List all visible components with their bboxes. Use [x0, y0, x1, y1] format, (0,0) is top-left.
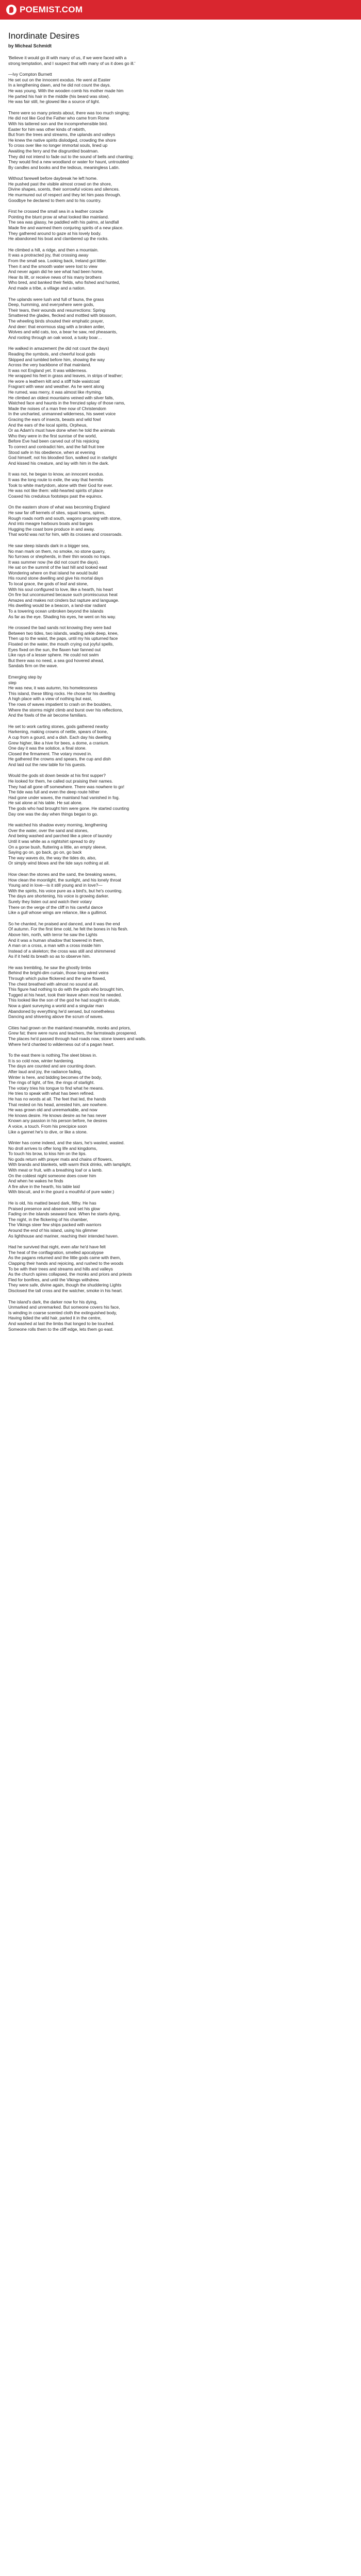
poem-line: Winter has come indeed, and the stars, he's wasted, wasted. [8, 1140, 125, 1146]
poem-line: Of autumn. For the first time cold, he felt the bones in his flesh. [8, 926, 128, 932]
poem-line: And it was a human shadow that towered in them, [8, 937, 104, 943]
poem-line: No furrows or shepherds, in their thin woods no traps. [8, 554, 111, 560]
stanza [8, 965, 353, 1020]
poem-line: He wore a leathern kilt and a stiff hide waistcoat [8, 378, 100, 384]
poem-line: Now a giant surveying a world and a singular man [8, 1003, 104, 1009]
poem-line: It was not England yet. It was wilderness. [8, 367, 88, 373]
logo-icon [6, 5, 17, 15]
poem-line: He looked for them, he called out praising their names. [8, 778, 113, 784]
poem-line: To touch his brow, to kiss him on the lips. [8, 1151, 87, 1157]
poem-line: Young and in love—is it still young and in love?— [8, 883, 103, 888]
stanza [8, 822, 353, 866]
poem-line: He saw steep islands dark in a bigger sea, [8, 543, 90, 548]
stanza [8, 72, 353, 105]
poem-line: Around the end of his island, using his glimmer [8, 1228, 98, 1233]
stanza [8, 55, 353, 66]
poem-line: How clean the moonlight, the sunlight, and his lonely throat [8, 877, 121, 883]
poem-line: He knows desire. He knows desire as he has never [8, 1112, 107, 1118]
poem-line: He tries to speak with what has been refined. [8, 1091, 95, 1096]
poem-line: And kissed his creature, and lay with him in the dark. [8, 460, 109, 466]
poem-line: With biscuit, and in the gourd a mouthful of pure water.) [8, 1189, 114, 1195]
poem-line: He was fair still, he glowed like a source of light. [8, 99, 100, 105]
poem-line: The rings of light, of fire, the rings of starlight. [8, 1080, 95, 1086]
poem-line: As if it held its breath so as to observe him. [8, 954, 91, 959]
poem-line: This island, these tilting rocks. He chose for his dwelling [8, 690, 116, 696]
poem-line: It was not, he began to know, an innocent exodus. [8, 471, 104, 477]
poem-line: Stood safe in his obedience, when at evening [8, 449, 95, 455]
poem-line: Had gone under waves, the mainland had vanished in fog. [8, 794, 120, 800]
poem-line: No man mark on them, no smoke, no stone quarry, [8, 548, 106, 554]
poem-line: With his tattered son and the incomprehensible bird. [8, 121, 108, 126]
poem-line: Where he'd chanted to wilderness out of a pagan heart. [8, 1041, 114, 1047]
poem-line: No droll arrives to offer long life and kingdoms, [8, 1145, 97, 1151]
poem-line: On a gorse bush, fluttering a little, an empty sleeve, [8, 844, 107, 850]
site-header [0, 0, 361, 20]
poem-line: He walked in amazement (he did not count the days) [8, 346, 109, 351]
poem-line: The chest breathed with almost no sound at all. [8, 981, 99, 987]
poem-line: Unmarked and unremarked. But someone covers his face, [8, 1304, 120, 1310]
stanza [8, 543, 353, 619]
stanza [8, 471, 353, 499]
poem-line: He sat on the summit of the last hill and looked east [8, 565, 107, 570]
poem-line: The sea was glassy, he paddled with his palms, at landfall [8, 219, 119, 225]
poem-line: The heat of the conflagration, smelled apocalypse [8, 1249, 104, 1255]
poem-line: They were safe, divine again, though the shuddering Lights [8, 1282, 122, 1288]
poem-line: The gods who had brought him were gone. He started counting [8, 806, 129, 811]
poem-line: To a towering ocean unbroken beyond the islands [8, 608, 104, 614]
poem-line: Saying go on, go back, go on, go back [8, 850, 82, 855]
poem-line: This figure had nothing to do with the gods who brought him, [8, 987, 124, 992]
poem-line: He is old, his matted beard dark, filthy. He has [8, 1200, 96, 1206]
stanza [8, 1140, 353, 1195]
poem-line: There were so many priests about, there was too much singing; [8, 110, 130, 115]
poem-line: He climbed an oldest mountains veined with silver falls, [8, 395, 114, 400]
poem-line: From the small sea. Looking back, Ireland got littler. [8, 258, 107, 263]
stanza [8, 724, 353, 768]
poem-line: Tugged at his heart, took their leave when most he needed. [8, 992, 122, 997]
poem-line: Wondering where on that island he would build [8, 570, 98, 575]
poem-line: Behind the bright-dim curtain, those long wired veins [8, 970, 109, 976]
stanza [8, 1299, 353, 1332]
poem-line: Dancing and shivering above the scrum of waves. [8, 1014, 104, 1020]
poem-line: He did not like God the Father who came from Rome [8, 115, 109, 121]
stanza [8, 674, 353, 718]
poem-line: Someone rolls them to the cliff edge, lets them go east. [8, 1326, 114, 1332]
poem-line: Grew fat; there were nuns and teachers, the farmsteads prospered. [8, 1030, 137, 1036]
stanza [8, 1053, 353, 1134]
poem-line: Then up to the waist, the paps, until my his upturned face [8, 636, 118, 641]
poem-line: Without farewell before daybreak he left home. [8, 176, 98, 181]
poem-line: Before Eve had been carved out of his rejoicing [8, 438, 99, 444]
poem-line: With the spirits, his voice pure as a bird's, but he's counting. [8, 888, 123, 893]
poem-line: Hugging the coast bore produce in and away. [8, 526, 95, 532]
poem-line: Is winding in coarse scented cloth the extinguished body, [8, 1310, 117, 1315]
poem-line: Surely they listen out and watch their votary [8, 899, 92, 904]
poem-line: By candles and books and the tedious, meaningless Latin. [8, 164, 120, 170]
poem-line: And washed at last the limbs that longed to be touched. [8, 1320, 114, 1326]
poem-line: It is so cold now, winter hardening. [8, 1058, 75, 1063]
poem-line: He murmured out of respect and they let him pass through. [8, 192, 121, 198]
poem-line: They gathered around to gaze at his lovely body. [8, 230, 102, 236]
stanza [8, 346, 353, 466]
poem-line: Wolves and wild cats, too, a bear he saw, red pheasants, [8, 329, 118, 335]
poem-line: He knew the native spirits dislodged, crowding the shore [8, 137, 117, 143]
poem-line: Coaxed his credulous footsteps past the equinox. [8, 493, 103, 499]
poem-line: He set to work carting stones, gods gathered nearby [8, 723, 109, 729]
stanza [8, 773, 353, 817]
author-line [8, 43, 353, 48]
stanza [8, 1025, 353, 1047]
poem-line: He has no words at all. The feet that led, the hands [8, 1096, 106, 1101]
poem-line: The uplands were lush and full of fauna, the grass [8, 296, 104, 302]
poem-line: Instead of a skeleton; the cross was still and shimmered [8, 948, 116, 954]
poem-line: To be with their trees and streams and hills and valleys [8, 1266, 113, 1272]
poem-line: Over the water, over the sand and stones, [8, 827, 89, 833]
poem-line: He gathered the crowns and spears, the cup and dish [8, 756, 111, 762]
poem-line: Reading the symbols, and cheerful local gods [8, 351, 95, 357]
poem-line: A man on a cross, a man with a cross inside him [8, 943, 101, 948]
poem-line: There on the verge of the cliff in his careful dance [8, 904, 103, 910]
poem-line: That rested on his head, arrested him, are nowhere. [8, 1101, 108, 1107]
poem-line: Winter is here, and bidding becomes of the body, [8, 1074, 102, 1080]
poem-line: He was new, it was autumn, his homelessness [8, 685, 97, 691]
poem-line: Would the gods sit down beside at his first supper? [8, 773, 106, 778]
poem-line: The Vikings steer few ships packed with warriors [8, 1222, 102, 1228]
poem-line: And the fowls of the air become familiars. [8, 713, 88, 718]
poem-line: And when he wakes he finds [8, 1178, 63, 1184]
poem-line: Until it was white as a nightshirt spread to dry [8, 839, 95, 844]
poem-line: As lighthouse and mariner, reaching their intended haven. [8, 1233, 119, 1239]
poem-line: Gracing the ears of insects, beasts and wild fowl [8, 417, 101, 422]
poem-line: A fire alive in the hearth, his table laid [8, 1183, 80, 1189]
poem-line: Emerging step by [8, 674, 42, 680]
poem-line: With his soul configured to love, like a hearth, his heart [8, 586, 113, 592]
poem-line: The wheeling birds shouted their emphatic prayer, [8, 318, 104, 324]
poem-line: And laid out the new table for his guests. [8, 761, 86, 767]
stanza [8, 625, 353, 669]
stanza [8, 209, 353, 242]
poem-line: But from the trees and streams, the uplands and valleys [8, 132, 116, 138]
poem-line: A voice, a touch. From his precipice soon [8, 1123, 87, 1129]
poem-line: Like a gull whose wings are reliance, like a gullimot. [8, 910, 107, 916]
poem-line: The night, in the flickering of his chamber, [8, 1216, 88, 1222]
poem-title: Inordinate Desires [8, 31, 79, 41]
poem-line: Across the very backbone of that mainland. [8, 362, 91, 368]
poem-line: And deer: that enormous stag with a broken antler, [8, 324, 105, 329]
poem-line: They did not intend to fade out to the sound of bells and chanting; [8, 154, 134, 159]
poem-line: To cross over like no longer immortal souls, lined up [8, 143, 108, 148]
poem-line: On the coldest night someone does cover him [8, 1173, 96, 1178]
poem-line: Made fire and warmed them conjuring spirits of a new place. [8, 225, 124, 231]
poem-line: They would find a new woodland or water for haunt, untroubled [8, 159, 129, 165]
poem-line: Their tears, their wounds and resurrections: Spring [8, 307, 106, 313]
poem-line: He pushed past the visible almost crowd on the shore, [8, 181, 112, 187]
poem-line: And never again did he see what had been home, [8, 269, 104, 275]
poem-line: Awaiting the ferry and the disgruntled boatman. [8, 148, 99, 154]
poem-line: He rumed, was merry, it was almost like rhyming. [8, 389, 102, 395]
poem-line: That world was not for him, with its crosses and crossroads. [8, 532, 123, 537]
poem-line: To correct and contradict him, and the fall fruit tree [8, 444, 105, 449]
poem-line: step [8, 680, 17, 685]
poem-line: Skipped and tumbled before him, showing the way [8, 357, 105, 362]
poem-line: In a lengthening dawn, and he did not count the days. [8, 82, 111, 88]
poem-line: Had he survived that night, even afar he'd have felt [8, 1244, 106, 1250]
stanza [8, 1200, 353, 1239]
poem-line: He set out on the innocent exodus. He went at Easter [8, 77, 111, 82]
poem-line: The days are counted and are counting down. [8, 1063, 96, 1069]
poem-content [0, 20, 361, 2576]
poem-line: Abandoned by everything he'd sensed, but nonetheless [8, 1008, 115, 1014]
poem-line: Praised presence and absence and set his glow [8, 1206, 100, 1211]
poem-line: The days are shortening, his voice is growing darker. [8, 893, 109, 899]
poem-line: In the uncharted, unmanned wilderness, his sweet voice [8, 411, 116, 417]
poem-line: One day it was the solstice, a final stone. [8, 745, 87, 751]
poem-line: Hear its lilt, or receive news of his many brothers [8, 274, 102, 280]
poem-line: The island's dark, the darker now for his dying, [8, 1299, 97, 1304]
poem-line: On the eastern shore of what was becoming England [8, 504, 110, 510]
poem-line: After laud and joy, the radiance fading, [8, 1069, 82, 1074]
poem-line: It was a protracted joy, that crossing away [8, 252, 89, 258]
poem-line: Like rays of a lesser sphere. He could not swim [8, 652, 99, 658]
stanza [8, 176, 353, 203]
poem-line: How clean the stones and the sand, the breaking waves, [8, 871, 117, 877]
poem-line: Floated on the water, the mouth crying out joyful spells, [8, 641, 114, 647]
poem-line: Took to white martyrdom, alone with their God for ever. [8, 482, 113, 488]
poem-line: The way waves do, the way the tides do, also, [8, 855, 96, 860]
stanza [8, 921, 353, 959]
poem-line: Deep, humming, and everywhere were gods, [8, 302, 94, 308]
poem-body [8, 55, 353, 1332]
poem-line: Between two tides, two islands, wading ankle deep, knee, [8, 630, 119, 636]
poem-line: Who bred, and banked their fields, who fished and hunted, [8, 280, 120, 285]
poem-line: The rows of waves impatient to crash on the boulders, [8, 701, 112, 707]
poem-line: Watched face and haunts in the frenzied splay of those rams, [8, 400, 125, 406]
poem-line: And being washed and parched like a piece of laundry [8, 833, 112, 839]
poem-line: To local grace, the gods of leaf and stone, [8, 581, 89, 587]
poem-line: They had all gone off somewhere. There was nowhere to go! [8, 784, 125, 789]
poem-line: It was the long route to exile, the way that hermits [8, 477, 103, 482]
poem-line: And rooting through an oak wood, a tusky boar… [8, 334, 103, 340]
stanza [8, 247, 353, 291]
poem-line: Day one was the day when things began to go. [8, 811, 99, 817]
poem-line: Fled for bonfires, and until the Vikings withdrew. [8, 1277, 100, 1282]
poem-line: He watched his shadow every morning, lengthening [8, 822, 107, 828]
poem-line: Having tidied the wild hair, parted it in the centre, [8, 1315, 102, 1321]
poem-line: This looked like the son of the god he had sought to elude, [8, 997, 120, 1003]
poem-line: To the east there is nothing.The sleet blows in. [8, 1053, 97, 1058]
poem-line: Eyes fixed on the sun, the flaxen hair fanned out [8, 647, 101, 652]
poem-line: Disclosed the tall cross and the watcher, smoke in his heart. [8, 1287, 123, 1293]
by-label: by [8, 43, 14, 48]
poem-line: With meat or fruit, with a breathing loaf or a lamb. [8, 1167, 103, 1173]
poem-line: 'Believe it would go ill with many of us, if we were faced with a [8, 55, 127, 60]
poem-line: As the pagans returned and the little gods came with them, [8, 1255, 121, 1261]
poem-line: As far as the eye. Shading his eyes, he went on his way. [8, 614, 116, 619]
poem-line: He crossed the bad sands not knowing they were bad [8, 625, 111, 631]
poem-line: A cup from a gourd, and a dish. Each day his dwelling [8, 734, 111, 740]
poem-line: Then it and the smooth water were lost to view [8, 263, 97, 269]
poem-line: It was summer now (he did not count the days). [8, 559, 99, 565]
poem-line: Fragrant with wear and weather. As he went along [8, 384, 104, 389]
poem-line: Where the storms might climb and burst over his reflections, [8, 707, 123, 713]
poem-line: He wrapped his feet in grass and leaves, in strips of leather; [8, 373, 123, 379]
poem-line: —Ivy Compton Burnett [8, 72, 52, 77]
poem-line: He climbed a hill, a ridge, and then a mountain. [8, 247, 99, 252]
poem-line: Harkening, making crowns of nettle, spears of bone, [8, 729, 108, 735]
poem-line: He abandoned his boat and clambered up the rocks. [8, 236, 109, 242]
poem-line: He saw far off kernels of sites, squat towns, spires, [8, 510, 106, 515]
poem-line: Or as Adam's must have done when he told the animals [8, 428, 115, 433]
poem-line: And into meagre harbours boats and barges [8, 521, 93, 527]
poem-line: First he crossed the small sea in a leather coracle [8, 209, 104, 214]
poem-line: Known any passion in his person before, he desires [8, 1118, 107, 1124]
poem-line: Rough roads north and south, wagons groaning with stone, [8, 515, 122, 521]
poem-line: He was not like them: wild-hearted spirits of place [8, 488, 103, 494]
poem-line: And the ears of the local spirits, Orpheus, [8, 422, 88, 428]
poem-line: He was trembling, he saw the ghostly limbs [8, 964, 91, 970]
stanza [8, 504, 353, 537]
poem-line: Grew higher, like a hive for bees, a dome, a cranium. [8, 740, 109, 745]
logo-text: POEMIST.COM [20, 5, 83, 14]
site-logo[interactable] [6, 5, 83, 15]
stanza [8, 872, 353, 916]
poem-line: Cities had grown on the mainland meanwhile, monks and priors, [8, 1025, 131, 1030]
poem-line: A high place with a view of nothing but east, [8, 696, 92, 702]
poem-line: Goodbye he declared to them and to his country. [8, 197, 102, 203]
poem-line: He parted his hair in the middle (his beard was slow). [8, 93, 110, 99]
poem-line: Fading on the islands seaward face. When he starts dying, [8, 1211, 121, 1217]
poem-line: Above him, north, with terror he saw the Lights [8, 931, 97, 937]
poem-line: God himself, not his bloodied Son, walked out in starlight [8, 455, 117, 461]
poem-line: strong temptation, and I suspect that with many of us it does go ill.' [8, 60, 136, 66]
poem-line: Clapping their hands and rejoicing, and rushed to the woods [8, 1260, 124, 1266]
poem-line: As the church spires collapsed, the monks and priors and priests [8, 1272, 132, 1277]
poem-line: Pointing the blunt prow at what looked like mainland. [8, 214, 109, 219]
poem-line: The tide was full and even the deep route hither [8, 789, 100, 795]
poem-line: The votary tries his tongue to find what he means. [8, 1085, 104, 1091]
poem-line: Sandals firm on the wave. [8, 663, 58, 669]
author-name[interactable]: Micheal Schmidt [15, 43, 52, 48]
poem-line: Or simply wind blows and the tide says nothing at all. [8, 860, 110, 866]
poem-line: Made the noises of a man free now of Christendom [8, 405, 106, 411]
poem-line: The places he'd passed through had roads now, stone towers and walls. [8, 1036, 146, 1041]
poem-line: He sat alone at his table. He sat alone. [8, 800, 83, 806]
poem-line: Smattered the glades, flecked and mottled with blossom, [8, 313, 117, 318]
stanza [8, 297, 353, 341]
poem-line: His dwelling would be a beacon, a land-star radiant [8, 603, 106, 608]
poem-line: With brands and blankets, with warm thick drinks, with lamplight, [8, 1162, 132, 1167]
poem-line: Amazes and makes not cinders but rapture and language. [8, 597, 120, 603]
poem-line: Through which pulse flickered and the wine flowed, [8, 976, 106, 981]
poem-line: Divine shapes, scents, their sorrowful voices and silences. [8, 187, 120, 192]
poem-line: His round stone dwelling and give his mortal days [8, 575, 103, 581]
poem-line: But there was no need, a sea god hovered ahead, [8, 657, 104, 663]
poem-line: Like a gannet he's to dive, or like a stone. [8, 1129, 88, 1134]
poem-line: On fire but unconsumed because such promiscuous heat [8, 592, 118, 598]
poem-line: So he chanted, he praised and danced, and it was the end [8, 921, 120, 926]
poem-line: Who they were in the first sunrise of the world, [8, 433, 97, 438]
poem-line: He was grown old and unremarkable, and now [8, 1107, 97, 1113]
poem-line: No gods return with prayer mats and chains of flowers, [8, 1156, 113, 1162]
poem-line: Easter for him was other kinds of rebirth, [8, 126, 86, 132]
poem-line: He was young. With the wooden comb his mother made him [8, 88, 124, 93]
poem-line: Closed the firmament. The votary moved in. [8, 751, 92, 756]
stanza [8, 110, 353, 171]
poem-line: And made a tribe, a village and a nation. [8, 285, 86, 291]
stanza [8, 1244, 353, 1293]
